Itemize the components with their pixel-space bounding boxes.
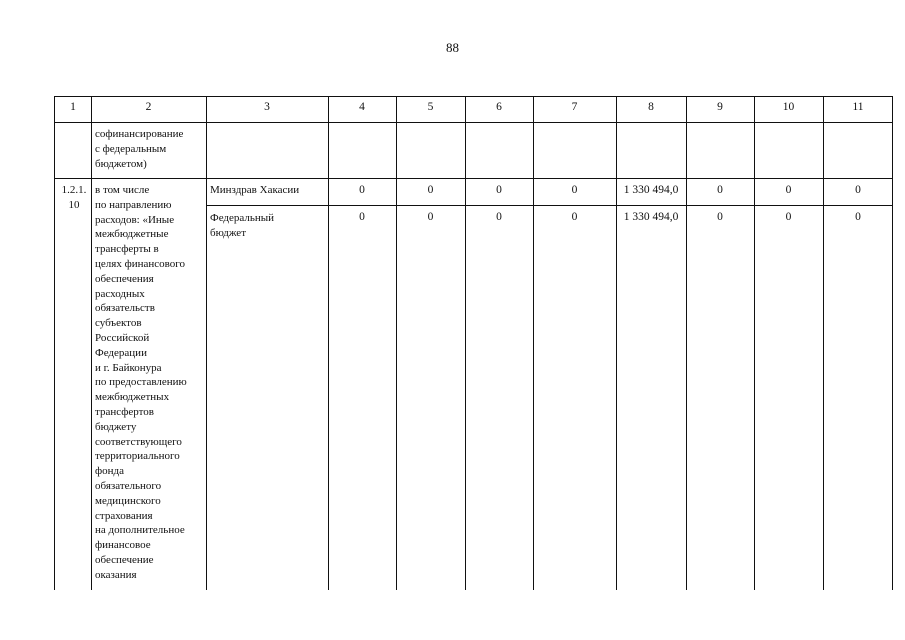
value-cell: 0 [359, 211, 365, 223]
funding-source: Минздрав Хакасии [210, 184, 300, 196]
header-cell: 9 [717, 101, 723, 113]
value-cell: 0 [717, 211, 723, 223]
column-divider [91, 97, 92, 590]
row-divider [206, 205, 892, 206]
value-cell: 1 330 494,0 [623, 184, 679, 196]
header-cell: 8 [648, 101, 654, 113]
column-divider [465, 97, 466, 590]
column-divider [754, 97, 755, 590]
value-cell: 0 [496, 211, 502, 223]
value-cell: 0 [855, 184, 861, 196]
column-divider [616, 97, 617, 590]
funding-source: Федеральный бюджет [210, 212, 275, 239]
value-cell: 0 [785, 211, 792, 223]
row-description: в том числе по направлению расходов: «Иные межбюджетные трансферты в целях финансового обеспечения расходных обязательств субъектов Российской Федерации и г. Байконура по предоставлению межбюджетных трансфертов бюджету соответствующего территориального фонда обязательного медицинского страхования на дополнительное финансовое обеспечение оказания [95, 184, 187, 581]
column-divider [533, 97, 534, 590]
value-cell: 0 [571, 184, 578, 196]
budget-table [54, 96, 893, 590]
header-cell: 4 [359, 101, 365, 113]
continuation-text: софинансирование с федеральным бюджетом) [95, 128, 184, 170]
header-cell: 10 [782, 101, 795, 113]
page-number: 88 [446, 40, 459, 55]
value-cell: 0 [571, 211, 578, 223]
value-cell: 0 [717, 184, 723, 196]
value-cell: 1 330 494,0 [623, 211, 679, 223]
column-divider [328, 97, 329, 590]
value-cell: 0 [359, 184, 365, 196]
header-cell: 5 [427, 101, 434, 113]
value-cell: 0 [785, 184, 792, 196]
column-divider [686, 97, 687, 590]
value-cell: 0 [427, 184, 434, 196]
header-cell: 11 [852, 101, 864, 113]
header-cell: 6 [496, 101, 502, 113]
value-cell: 0 [496, 184, 502, 196]
column-divider [206, 97, 207, 590]
header-cell: 7 [571, 101, 578, 113]
value-cell: 0 [855, 211, 861, 223]
header-cell: 3 [264, 101, 270, 113]
header-cell: 1 [70, 101, 76, 113]
row-id: 1.2.1. 10 [61, 184, 87, 211]
column-divider [396, 97, 397, 590]
row-divider [55, 178, 892, 179]
column-divider [823, 97, 824, 590]
value-cell: 0 [427, 211, 434, 223]
row-divider [55, 122, 892, 123]
header-cell: 2 [145, 101, 152, 113]
